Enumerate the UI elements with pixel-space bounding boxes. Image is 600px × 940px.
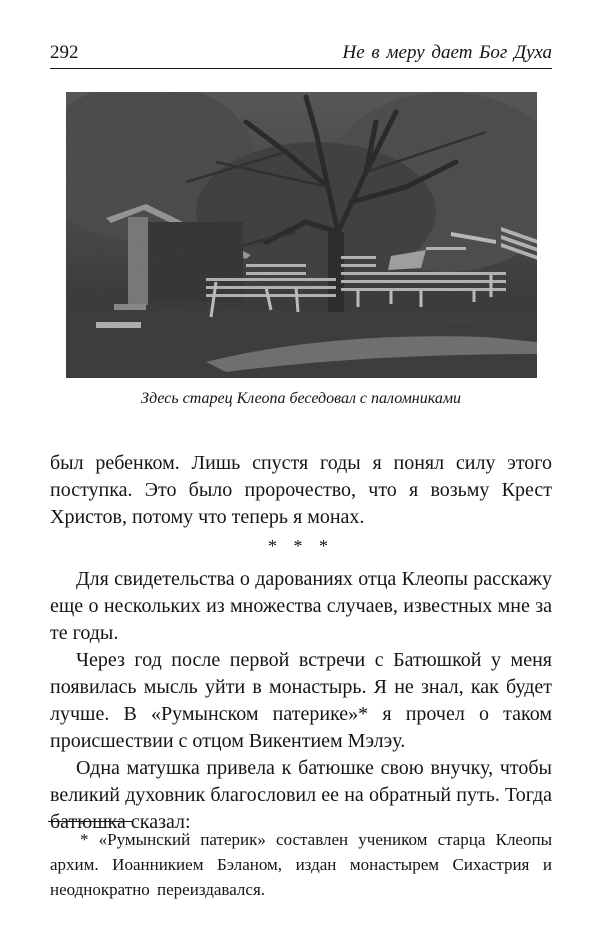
- footnote-divider: [48, 821, 133, 822]
- paragraph: Одна матушка привела к батюшке свою внучку, чтобы великий духовник благословил ее на обратный путь. Тогда батюшка сказал:: [50, 757, 552, 833]
- section-separator: * * *: [268, 536, 334, 556]
- running-head: Не в меру дает Бог Духа: [342, 42, 552, 63]
- paragraph: был ребенком. Лишь спустя годы я понял силу этого поступка. Это было пророчество, что я возьму Крест Христов, потому что теперь я монах.: [50, 452, 552, 528]
- page-header: [50, 42, 552, 69]
- section-body: [50, 566, 552, 836]
- continuation-paragraph: [50, 450, 552, 531]
- footnote-text: * «Румынский патерик» составлен учеником старца Клеопы архим. Иоанникием Бэланом, издан монастырем Сихастрия и неоднократно переиздавался.: [50, 830, 552, 899]
- figure-caption: Здесь старец Клеопа беседовал с паломниками: [140, 390, 462, 407]
- paragraph: Для свидетельства о дарованиях отца Клеопы расскажу еще о нескольких из множества случаев, известных мне за те годы.: [50, 568, 552, 644]
- photo-image: [66, 92, 537, 378]
- photograph: [66, 92, 537, 378]
- page-number: 292: [50, 42, 79, 63]
- footnote: [50, 827, 552, 902]
- paragraph: Через год после первой встречи с Батюшкой у меня появилась мысль уйти в монастырь. Я не знал, как будет лучше. В «Румынском патерике»* я прочел о таком происшествии с отцом Викентием Мэлэу.: [50, 649, 552, 752]
